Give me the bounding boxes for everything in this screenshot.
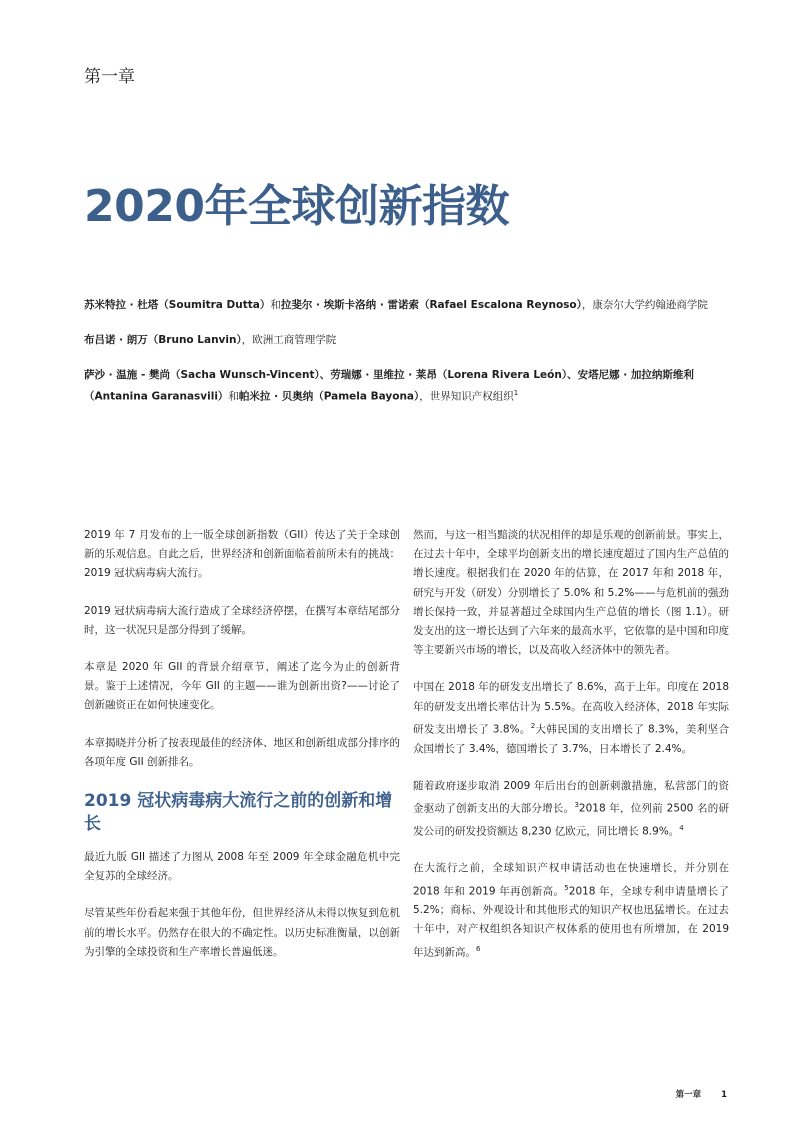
footer-chapter: 第一章	[675, 1090, 702, 1100]
left-column	[84, 526, 400, 980]
paragraph: 然而，与这一相当黯淡的状况相伴的却是乐观的创新前景。事实上，在过去十年中，全球平均创新支出的增长速度超过了国内生产总值的增长速度。根据我们在 2020 年的估算，在 2017 年和 2018 年，研究与开发（研发）分别增长了 5.0% 和 5.2%——与危机前的强劲增长保持一致，并显著超过全球国内生产总值的增长（图 1.1）。研发支出的这一增长达到了六年来的最高水平，它依靠的是中国和印度等主要新兴市场的增长，以及高收入经济体中的领先者。	[413, 529, 729, 657]
author-affiliation: ，康奈尔大学约翰逊商学院	[581, 299, 708, 311]
footnote-ref: 4	[679, 823, 684, 832]
author-name: 帕米拉 · 贝奥纳（Pamela Bayona）	[238, 390, 420, 403]
page-footer	[656, 1088, 727, 1100]
footnote-ref: 2	[530, 721, 536, 730]
footnote-ref: 1	[513, 389, 519, 397]
author-separator: 和	[270, 299, 281, 311]
author-name: 萨沙 · 温施 - 樊尚（Sacha Wunsch-Vincent）、劳瑞娜 · 里维拉 · 莱昂（Lorena Rivera León）、安塔尼娜 · 加拉纳斯维利（Antanina Garanasvili）	[84, 369, 694, 403]
author-affiliation: ，世界知识产权组织	[419, 390, 514, 403]
footnote-ref: 6	[476, 944, 481, 953]
author-block	[84, 296, 728, 423]
author-separator: 和	[228, 390, 239, 403]
paragraph-text: 2018 年，全球专利申请量增长了 5.2%；商标、外观设计和其他形式的知识产权也迅猛增长。在过去十年中，对产权组织各知识产权体系的使用也有所增加，在 2019 年达到新高。	[413, 885, 729, 959]
footnote-ref: 3	[574, 800, 579, 809]
section-heading: 2019 冠状病毒病大流行之前的创新和增长	[84, 791, 393, 835]
right-column	[413, 526, 729, 980]
footnote-ref: 5	[564, 883, 569, 892]
paragraph: 2019 年 7 月发布的上一版全球创新指数（GII）传达了关于全球创新的乐观信息。自此之后，世界经济和创新面临着前所未有的挑战：2019 冠状病毒病大流行。	[84, 529, 400, 580]
author-name: 苏米特拉 · 杜塔（Soumitra Dutta）	[84, 299, 271, 311]
paragraph-text: 大韩民国的支出增长了 8.3%，美利坚合众国增长了 3.4%，德国增长了 3.7%，日本增长了 2.4%。	[413, 723, 729, 755]
author-line-3	[84, 366, 728, 406]
paragraph	[413, 859, 729, 962]
paragraph-text: 2018 年，位列前 2500 名的研发公司的研发投资额达 8,230 亿欧元，同比增长 8.9%。	[413, 802, 729, 838]
paragraph: 最近九版 GII 描述了力图从 2008 年至 2009 年全球金融危机中完全复苏的全球经济。	[84, 851, 400, 883]
author-affiliation: ，欧洲工商管理学院	[241, 334, 337, 346]
paragraph-text: 随着政府逐步取消 2009 年后出台的创新刺激措施，私营部门的资金驱动了创新支出的大部分增长。	[413, 779, 729, 815]
paragraph-text: 中国在 2018 年的研发支出增长了 8.6%，高于上年。印度在 2018 年的研发支出增长率估计为 5.5%。在高收入经济体，2018 年实际研发支出增长了 3.8%。	[413, 681, 729, 736]
page-number: 1	[721, 1090, 727, 1100]
paragraph: 本章是 2020 年 GII 的背景介绍章节，阐述了迄今为止的创新背景。鉴于上述情况，今年 GII 的主题——谁为创新出资?——讨论了创新融资正在如何快速变化。	[84, 661, 400, 712]
page-title: 2020年全球创新指数	[84, 181, 509, 232]
paragraph	[413, 777, 729, 842]
chapter-label: 第一章	[84, 67, 135, 87]
author-name: 布吕诺 · 朗万（Bruno Lanvin）	[84, 334, 242, 346]
paragraph: 本章揭晓并分析了按表现最佳的经济体、地区和创新组成部分排序的各项年度 GII 创新排名。	[84, 736, 400, 768]
author-line-1	[84, 296, 728, 314]
author-line-2	[84, 331, 728, 349]
paragraph-text: 在大流行之前，全球知识产权申请活动也在快速增长，并分别在 2018 年和 2019 年再创新高。	[413, 862, 729, 898]
paragraph: 2019 冠状病毒病大流行造成了全球经济停摆，在撰写本章结尾部分时，这一状况只是部分得到了缓解。	[84, 604, 400, 636]
paragraph	[413, 678, 729, 758]
author-name: 拉斐尔 · 埃斯卡洛纳 · 雷诺索（Rafael Escalona Reynoso）	[280, 299, 582, 311]
paragraph: 尽管某些年份看起来强于其他年份，但世界经济从未得以恢复到危机前的增长水平。仍然存在很大的不确定性。以历史标准衡量，以创新为引擎的全球投资和生产率增长普遍低迷。	[84, 907, 400, 958]
